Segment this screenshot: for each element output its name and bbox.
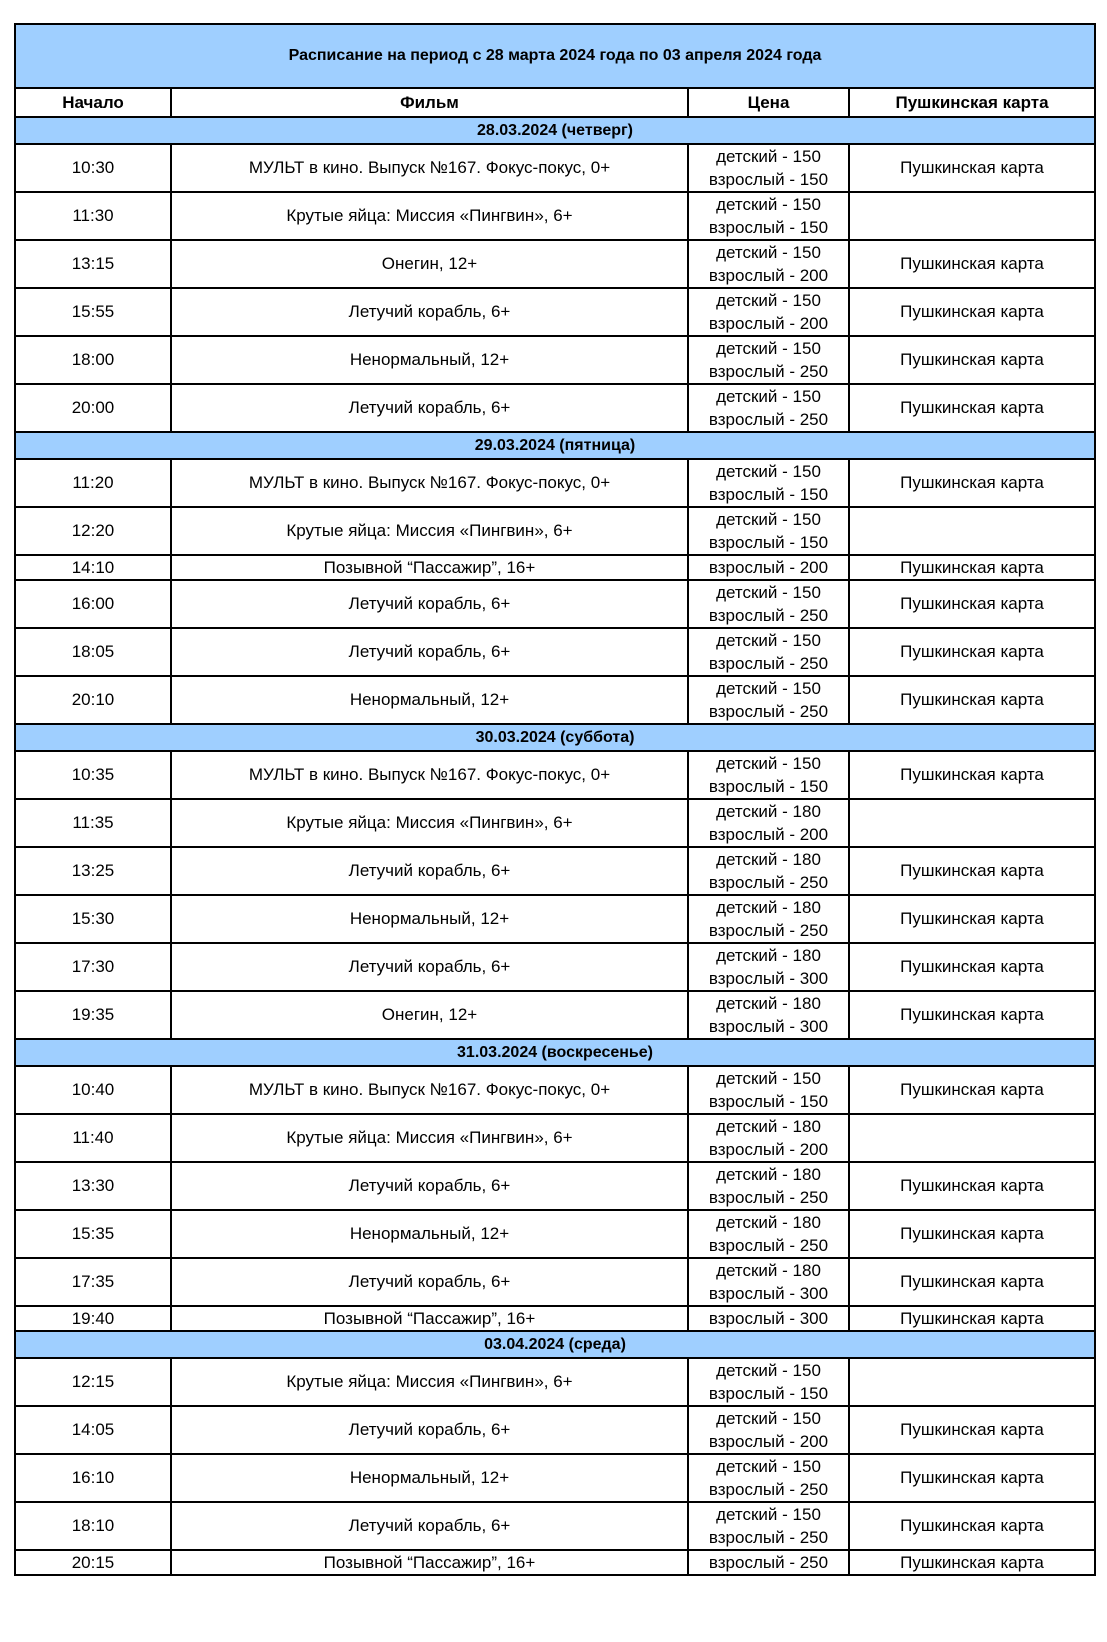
session-time: 19:40 — [15, 1306, 171, 1331]
price-line: взрослый - 250 — [708, 1553, 829, 1572]
session-price — [688, 1210, 849, 1258]
price-line: взрослый - 300 — [708, 1284, 829, 1303]
price-line: детский - 180 — [716, 1213, 821, 1232]
price-line: взрослый - 250 — [708, 606, 829, 625]
session-time: 14:05 — [15, 1406, 171, 1454]
session-pushkin-card: Пушкинская карта — [849, 459, 1095, 507]
session-row — [15, 1210, 1095, 1258]
session-time: 11:20 — [15, 459, 171, 507]
session-row — [15, 1502, 1095, 1550]
session-time: 13:25 — [15, 847, 171, 895]
session-price — [688, 676, 849, 724]
session-pushkin-card: Пушкинская карта — [849, 1258, 1095, 1306]
session-price — [688, 943, 849, 991]
day-row — [15, 117, 1095, 144]
price-line: взрослый - 250 — [708, 1236, 829, 1255]
session-row — [15, 1358, 1095, 1406]
session-pushkin-card: Пушкинская карта — [849, 943, 1095, 991]
session-pushkin-card: Пушкинская карта — [849, 895, 1095, 943]
price-line: детский - 150 — [716, 1409, 821, 1428]
session-row — [15, 991, 1095, 1039]
session-price — [688, 1358, 849, 1406]
session-row — [15, 943, 1095, 991]
price-line: взрослый - 200 — [708, 314, 829, 333]
session-row — [15, 459, 1095, 507]
session-time: 14:10 — [15, 555, 171, 580]
session-time: 11:40 — [15, 1114, 171, 1162]
schedule-table — [14, 23, 1096, 1576]
session-film: Позывной “Пассажир”, 16+ — [171, 1550, 688, 1575]
session-film: Онегин, 12+ — [171, 991, 688, 1039]
session-film: МУЛЬТ в кино. Выпуск №167. Фокус-покус, 0+ — [171, 1066, 688, 1114]
session-time: 10:35 — [15, 751, 171, 799]
session-time: 15:55 — [15, 288, 171, 336]
session-row — [15, 1406, 1095, 1454]
session-row — [15, 555, 1095, 580]
session-price — [688, 751, 849, 799]
price-line: взрослый - 250 — [708, 1188, 829, 1207]
session-price — [688, 1406, 849, 1454]
session-pushkin-card — [849, 1358, 1095, 1406]
session-row — [15, 1114, 1095, 1162]
session-film: Ненормальный, 12+ — [171, 895, 688, 943]
session-pushkin-card: Пушкинская карта — [849, 240, 1095, 288]
session-row — [15, 288, 1095, 336]
session-film: Летучий корабль, 6+ — [171, 847, 688, 895]
price-line: взрослый - 150 — [708, 533, 829, 552]
session-film: МУЛЬТ в кино. Выпуск №167. Фокус-покус, 0+ — [171, 751, 688, 799]
session-film: Позывной “Пассажир”, 16+ — [171, 1306, 688, 1331]
schedule-body — [15, 24, 1095, 1575]
session-row — [15, 799, 1095, 847]
session-pushkin-card: Пушкинская карта — [849, 144, 1095, 192]
session-row — [15, 1066, 1095, 1114]
price-line: взрослый - 250 — [708, 410, 829, 429]
session-price — [688, 1258, 849, 1306]
price-line: детский - 150 — [716, 243, 821, 262]
session-time: 18:05 — [15, 628, 171, 676]
price-line: взрослый - 200 — [708, 825, 829, 844]
session-row — [15, 628, 1095, 676]
price-line: взрослый - 150 — [708, 218, 829, 237]
session-film: Летучий корабль, 6+ — [171, 580, 688, 628]
session-film: Летучий корабль, 6+ — [171, 628, 688, 676]
session-price — [688, 336, 849, 384]
session-film: Ненормальный, 12+ — [171, 336, 688, 384]
session-time: 13:15 — [15, 240, 171, 288]
session-price — [688, 288, 849, 336]
price-line: детский - 180 — [716, 898, 821, 917]
price-line: взрослый - 250 — [708, 654, 829, 673]
session-price — [688, 1306, 849, 1331]
session-price — [688, 1162, 849, 1210]
price-line: взрослый - 200 — [708, 266, 829, 285]
session-film: Онегин, 12+ — [171, 240, 688, 288]
session-pushkin-card: Пушкинская карта — [849, 1066, 1095, 1114]
price-line: детский - 150 — [716, 462, 821, 481]
column-header-row — [15, 88, 1095, 117]
session-film: Летучий корабль, 6+ — [171, 943, 688, 991]
price-line: детский - 150 — [716, 1505, 821, 1524]
price-line: детский - 150 — [716, 510, 821, 529]
price-line: детский - 150 — [716, 1361, 821, 1380]
session-price — [688, 799, 849, 847]
price-line: детский - 150 — [716, 583, 821, 602]
session-pushkin-card: Пушкинская карта — [849, 1210, 1095, 1258]
price-line: детский - 150 — [716, 291, 821, 310]
session-pushkin-card: Пушкинская карта — [849, 1406, 1095, 1454]
session-time: 18:10 — [15, 1502, 171, 1550]
session-price — [688, 1454, 849, 1502]
session-time: 12:15 — [15, 1358, 171, 1406]
price-line: взрослый - 150 — [708, 777, 829, 796]
session-pushkin-card: Пушкинская карта — [849, 1306, 1095, 1331]
session-price — [688, 555, 849, 580]
price-line: детский - 150 — [716, 147, 821, 166]
price-line: взрослый - 300 — [708, 1309, 829, 1328]
price-line: детский - 150 — [716, 339, 821, 358]
price-line: детский - 180 — [716, 850, 821, 869]
session-film: Ненормальный, 12+ — [171, 676, 688, 724]
session-price — [688, 240, 849, 288]
session-time: 17:35 — [15, 1258, 171, 1306]
session-price — [688, 580, 849, 628]
price-line: взрослый - 150 — [708, 170, 829, 189]
session-price — [688, 991, 849, 1039]
price-line: взрослый - 250 — [708, 702, 829, 721]
session-pushkin-card — [849, 799, 1095, 847]
session-time: 15:30 — [15, 895, 171, 943]
price-line: детский - 150 — [716, 1457, 821, 1476]
session-pushkin-card: Пушкинская карта — [849, 1550, 1095, 1575]
session-price — [688, 507, 849, 555]
session-film: Крутые яйца: Миссия «Пингвин», 6+ — [171, 1114, 688, 1162]
session-time: 16:10 — [15, 1454, 171, 1502]
session-time: 10:30 — [15, 144, 171, 192]
schedule-title: Расписание на период с 28 марта 2024 года по 03 апреля 2024 года — [15, 24, 1095, 88]
price-line: взрослый - 250 — [708, 921, 829, 940]
session-row — [15, 676, 1095, 724]
session-film: Позывной “Пассажир”, 16+ — [171, 555, 688, 580]
session-row — [15, 1550, 1095, 1575]
price-line: детский - 180 — [716, 994, 821, 1013]
session-pushkin-card: Пушкинская карта — [849, 1502, 1095, 1550]
session-price — [688, 1502, 849, 1550]
session-row — [15, 751, 1095, 799]
session-pushkin-card: Пушкинская карта — [849, 288, 1095, 336]
day-row — [15, 1039, 1095, 1066]
header-start: Начало — [15, 88, 171, 117]
session-film: МУЛЬТ в кино. Выпуск №167. Фокус-покус, 0+ — [171, 144, 688, 192]
price-line: детский - 180 — [716, 802, 821, 821]
day-label: 30.03.2024 (суббота) — [15, 724, 1095, 751]
session-row — [15, 847, 1095, 895]
session-row — [15, 895, 1095, 943]
price-line: взрослый - 250 — [708, 873, 829, 892]
session-row — [15, 580, 1095, 628]
session-row — [15, 240, 1095, 288]
price-line: детский - 180 — [716, 946, 821, 965]
session-row — [15, 336, 1095, 384]
price-line: детский - 150 — [716, 754, 821, 773]
header-price: Цена — [688, 88, 849, 117]
session-time: 19:35 — [15, 991, 171, 1039]
session-time: 18:00 — [15, 336, 171, 384]
session-pushkin-card: Пушкинская карта — [849, 628, 1095, 676]
session-film: Летучий корабль, 6+ — [171, 1406, 688, 1454]
session-row — [15, 1454, 1095, 1502]
price-line: детский - 150 — [716, 387, 821, 406]
session-time: 20:15 — [15, 1550, 171, 1575]
price-line: взрослый - 200 — [708, 558, 829, 577]
session-row — [15, 1162, 1095, 1210]
header-film: Фильм — [171, 88, 688, 117]
price-line: взрослый - 150 — [708, 1092, 829, 1111]
session-price — [688, 1550, 849, 1575]
price-line: взрослый - 200 — [708, 1140, 829, 1159]
session-film: Ненормальный, 12+ — [171, 1210, 688, 1258]
session-time: 11:30 — [15, 192, 171, 240]
session-row — [15, 507, 1095, 555]
session-film: Летучий корабль, 6+ — [171, 288, 688, 336]
title-row — [15, 24, 1095, 88]
day-row — [15, 432, 1095, 459]
header-pushkin-card: Пушкинская карта — [849, 88, 1095, 117]
price-line: детский - 180 — [716, 1261, 821, 1280]
session-film: Летучий корабль, 6+ — [171, 1258, 688, 1306]
session-time: 10:40 — [15, 1066, 171, 1114]
price-line: детский - 180 — [716, 1117, 821, 1136]
session-row — [15, 384, 1095, 432]
session-price — [688, 847, 849, 895]
session-film: Крутые яйца: Миссия «Пингвин», 6+ — [171, 799, 688, 847]
price-line: взрослый - 150 — [708, 1384, 829, 1403]
price-line: взрослый - 250 — [708, 1480, 829, 1499]
session-pushkin-card: Пушкинская карта — [849, 336, 1095, 384]
session-film: Летучий корабль, 6+ — [171, 1502, 688, 1550]
session-pushkin-card: Пушкинская карта — [849, 555, 1095, 580]
session-pushkin-card: Пушкинская карта — [849, 384, 1095, 432]
session-price — [688, 192, 849, 240]
day-row — [15, 724, 1095, 751]
session-price — [688, 628, 849, 676]
session-time: 11:35 — [15, 799, 171, 847]
session-row — [15, 1258, 1095, 1306]
session-time: 20:10 — [15, 676, 171, 724]
session-pushkin-card: Пушкинская карта — [849, 991, 1095, 1039]
price-line: детский - 180 — [716, 1165, 821, 1184]
session-row — [15, 1306, 1095, 1331]
session-row — [15, 192, 1095, 240]
session-pushkin-card: Пушкинская карта — [849, 1162, 1095, 1210]
session-time: 12:20 — [15, 507, 171, 555]
session-pushkin-card: Пушкинская карта — [849, 751, 1095, 799]
session-time: 16:00 — [15, 580, 171, 628]
session-pushkin-card: Пушкинская карта — [849, 847, 1095, 895]
session-time: 17:30 — [15, 943, 171, 991]
day-label: 03.04.2024 (среда) — [15, 1331, 1095, 1358]
session-film: Крутые яйца: Миссия «Пингвин», 6+ — [171, 192, 688, 240]
price-line: взрослый - 150 — [708, 485, 829, 504]
session-price — [688, 1114, 849, 1162]
session-film: Крутые яйца: Миссия «Пингвин», 6+ — [171, 507, 688, 555]
price-line: детский - 150 — [716, 195, 821, 214]
session-price — [688, 384, 849, 432]
session-row — [15, 144, 1095, 192]
day-row — [15, 1331, 1095, 1358]
day-label: 31.03.2024 (воскресенье) — [15, 1039, 1095, 1066]
session-price — [688, 895, 849, 943]
session-film: Летучий корабль, 6+ — [171, 1162, 688, 1210]
price-line: взрослый - 300 — [708, 1017, 829, 1036]
session-time: 15:35 — [15, 1210, 171, 1258]
session-film: МУЛЬТ в кино. Выпуск №167. Фокус-покус, 0+ — [171, 459, 688, 507]
session-price — [688, 459, 849, 507]
session-pushkin-card — [849, 507, 1095, 555]
session-time: 20:00 — [15, 384, 171, 432]
day-label: 29.03.2024 (пятница) — [15, 432, 1095, 459]
session-film: Ненормальный, 12+ — [171, 1454, 688, 1502]
session-price — [688, 144, 849, 192]
day-label: 28.03.2024 (четверг) — [15, 117, 1095, 144]
session-pushkin-card: Пушкинская карта — [849, 580, 1095, 628]
price-line: взрослый - 250 — [708, 1528, 829, 1547]
session-pushkin-card — [849, 1114, 1095, 1162]
session-film: Летучий корабль, 6+ — [171, 384, 688, 432]
price-line: взрослый - 200 — [708, 1432, 829, 1451]
session-price — [688, 1066, 849, 1114]
price-line: взрослый - 300 — [708, 969, 829, 988]
price-line: взрослый - 250 — [708, 362, 829, 381]
session-pushkin-card — [849, 192, 1095, 240]
price-line: детский - 150 — [716, 679, 821, 698]
session-pushkin-card: Пушкинская карта — [849, 676, 1095, 724]
session-pushkin-card: Пушкинская карта — [849, 1454, 1095, 1502]
session-film: Крутые яйца: Миссия «Пингвин», 6+ — [171, 1358, 688, 1406]
price-line: детский - 150 — [716, 631, 821, 650]
price-line: детский - 150 — [716, 1069, 821, 1088]
session-time: 13:30 — [15, 1162, 171, 1210]
